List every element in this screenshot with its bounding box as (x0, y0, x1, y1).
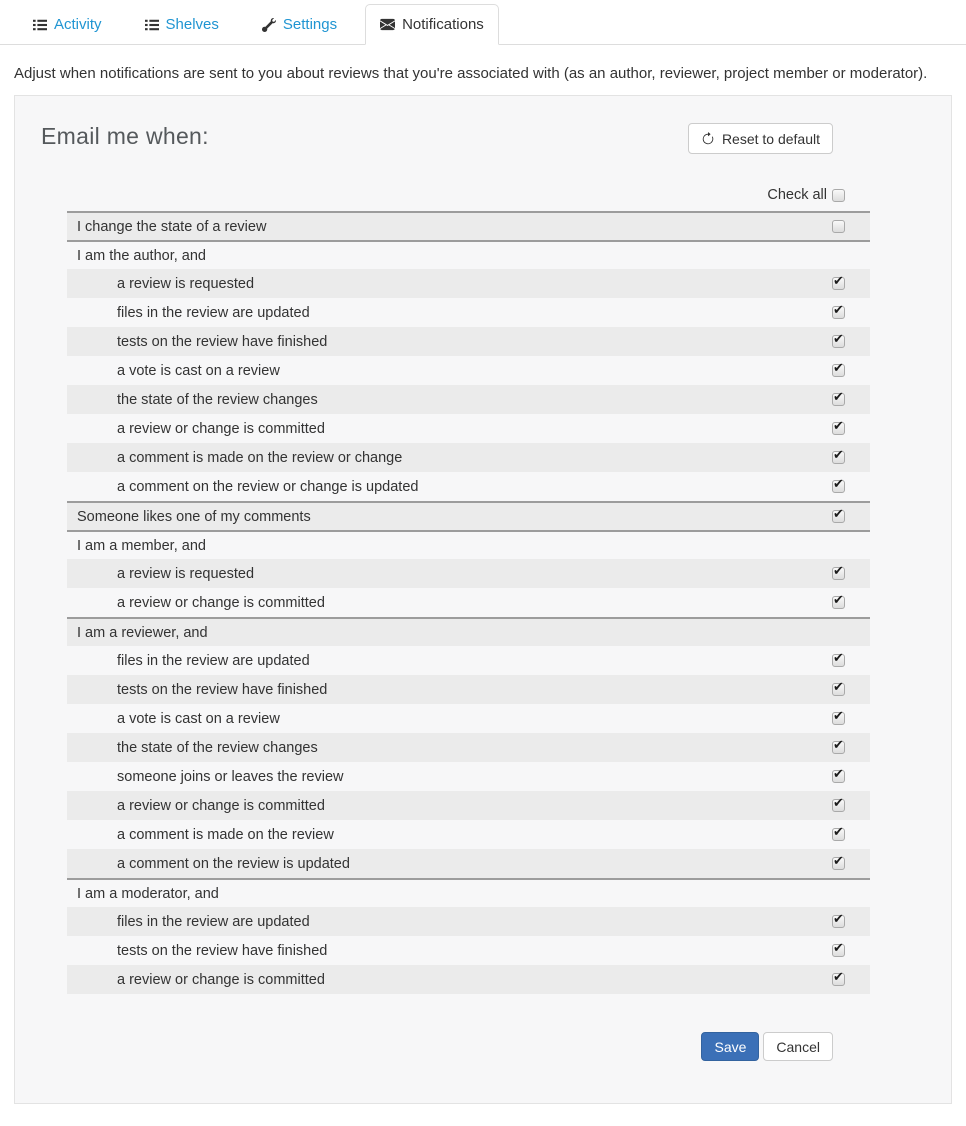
table-row (67, 414, 870, 443)
table-row (67, 269, 870, 298)
row-checkbox-cell (832, 364, 870, 377)
row-checkbox-cell (832, 741, 870, 754)
row-label: a review or change is committed (117, 420, 325, 437)
table-row (67, 240, 870, 269)
row-label: Someone likes one of my comments (77, 508, 311, 525)
row-label: I am a moderator, and (77, 885, 219, 902)
table-row (67, 356, 870, 385)
row-checkbox-cell (832, 277, 870, 290)
save-button[interactable]: Save (701, 1032, 759, 1061)
tab-notifications[interactable] (365, 4, 499, 45)
row-checkbox-cell (832, 567, 870, 580)
form-actions (15, 1032, 833, 1061)
table-row (67, 501, 870, 530)
tab-label: Shelves (165, 16, 219, 33)
row-checkbox[interactable] (832, 973, 845, 986)
check-all-row (67, 187, 870, 203)
row-checkbox[interactable] (832, 335, 845, 348)
row-label: a comment is made on the review or change (117, 449, 403, 466)
row-checkbox-cell (832, 451, 870, 464)
row-checkbox-cell (832, 915, 870, 928)
row-label: the state of the review changes (117, 739, 318, 756)
row-checkbox-cell (832, 335, 870, 348)
row-label: a comment is made on the review (117, 826, 334, 843)
row-checkbox-cell (832, 944, 870, 957)
row-label: a comment on the review or change is updated (117, 478, 419, 495)
row-checkbox[interactable] (832, 857, 845, 870)
row-checkbox-cell (832, 220, 870, 233)
row-checkbox[interactable] (832, 683, 845, 696)
table-row (67, 617, 870, 646)
row-checkbox[interactable] (832, 567, 845, 580)
tab-shelves[interactable] (130, 4, 234, 45)
notification-table (67, 211, 870, 994)
row-checkbox[interactable] (832, 712, 845, 725)
row-label: a review is requested (117, 275, 255, 292)
row-checkbox[interactable] (832, 741, 845, 754)
row-checkbox[interactable] (832, 451, 845, 464)
table-row (67, 907, 870, 936)
row-label: a review or change is committed (117, 797, 325, 814)
row-checkbox-cell (832, 422, 870, 435)
tab-label: Settings (282, 16, 338, 33)
row-label: a review or change is committed (117, 971, 325, 988)
row-checkbox-cell (832, 654, 870, 667)
row-label: a review or change is committed (117, 594, 325, 611)
row-checkbox[interactable] (832, 306, 845, 319)
tab-bar (0, 0, 966, 45)
row-label: files in the review are updated (117, 652, 310, 669)
row-checkbox[interactable] (832, 799, 845, 812)
row-label: I am a reviewer, and (77, 624, 208, 641)
table-row (67, 704, 870, 733)
panel-header (15, 123, 951, 154)
row-label: a comment on the review is updated (117, 855, 350, 872)
row-checkbox-cell (832, 393, 870, 406)
row-checkbox-cell (832, 828, 870, 841)
wrench-icon (262, 18, 276, 32)
table-row (67, 298, 870, 327)
table-row (67, 559, 870, 588)
row-label: files in the review are updated (117, 304, 310, 321)
table-row (67, 878, 870, 907)
table-row (67, 965, 870, 994)
row-label: someone joins or leaves the review (117, 768, 344, 785)
table-row (67, 849, 870, 878)
notifications-panel (14, 95, 952, 1104)
row-checkbox-cell (832, 683, 870, 696)
page-description: Adjust when notifications are sent to you about reviews that you're associated with (as an author, reviewer, project member or moderator). (14, 65, 928, 82)
table-row (67, 791, 870, 820)
cancel-button[interactable]: Cancel (763, 1032, 833, 1061)
tab-label: Notifications (402, 16, 484, 33)
row-checkbox[interactable] (832, 480, 845, 493)
table-row (67, 675, 870, 704)
row-checkbox[interactable] (832, 770, 845, 783)
row-checkbox[interactable] (832, 654, 845, 667)
row-checkbox-cell (832, 510, 870, 523)
row-label: files in the review are updated (117, 913, 310, 930)
row-checkbox-cell (832, 770, 870, 783)
row-checkbox-cell (832, 480, 870, 493)
table-row (67, 588, 870, 617)
tab-label: Activity (54, 16, 102, 33)
reset-button-label: Reset to default (721, 130, 820, 147)
row-checkbox[interactable] (832, 915, 845, 928)
table-row (67, 385, 870, 414)
table-row (67, 530, 870, 559)
envelope-icon (380, 17, 395, 32)
row-checkbox[interactable] (832, 596, 845, 609)
row-checkbox[interactable] (832, 220, 845, 233)
row-checkbox[interactable] (832, 510, 845, 523)
row-label: I am a member, and (77, 537, 206, 554)
table-row (67, 733, 870, 762)
row-label: a review is requested (117, 565, 255, 582)
row-checkbox-cell (832, 973, 870, 986)
list-icon (33, 18, 47, 32)
table-row (67, 211, 870, 240)
check-all-checkbox[interactable] (832, 189, 845, 202)
row-checkbox[interactable] (832, 944, 845, 957)
row-checkbox[interactable] (832, 277, 845, 290)
tab-settings[interactable] (247, 4, 352, 45)
list-icon (145, 18, 159, 32)
row-checkbox-cell (832, 306, 870, 319)
row-label: I change the state of a review (77, 218, 267, 235)
row-checkbox[interactable] (832, 828, 845, 841)
tab-activity[interactable] (18, 4, 117, 45)
reset-to-default-button[interactable] (688, 123, 833, 154)
table-row (67, 820, 870, 849)
row-checkbox[interactable] (832, 393, 845, 406)
row-label: I am the author, and (77, 247, 206, 264)
row-label: a vote is cast on a review (117, 710, 280, 727)
panel-heading: Email me when: (41, 123, 209, 149)
table-row (67, 472, 870, 501)
row-label: a vote is cast on a review (117, 362, 280, 379)
row-label: tests on the review have finished (117, 681, 328, 698)
check-all-label: Check all (767, 187, 827, 203)
refresh-icon (701, 132, 715, 146)
row-checkbox-cell (832, 799, 870, 812)
row-checkbox[interactable] (832, 364, 845, 377)
row-checkbox[interactable] (832, 422, 845, 435)
row-checkbox-cell (832, 712, 870, 725)
table-row (67, 443, 870, 472)
row-label: tests on the review have finished (117, 942, 328, 959)
table-row (67, 327, 870, 356)
row-checkbox-cell (832, 596, 870, 609)
row-label: the state of the review changes (117, 391, 318, 408)
row-checkbox-cell (832, 857, 870, 870)
table-row (67, 936, 870, 965)
table-row (67, 762, 870, 791)
table-row (67, 646, 870, 675)
row-label: tests on the review have finished (117, 333, 328, 350)
